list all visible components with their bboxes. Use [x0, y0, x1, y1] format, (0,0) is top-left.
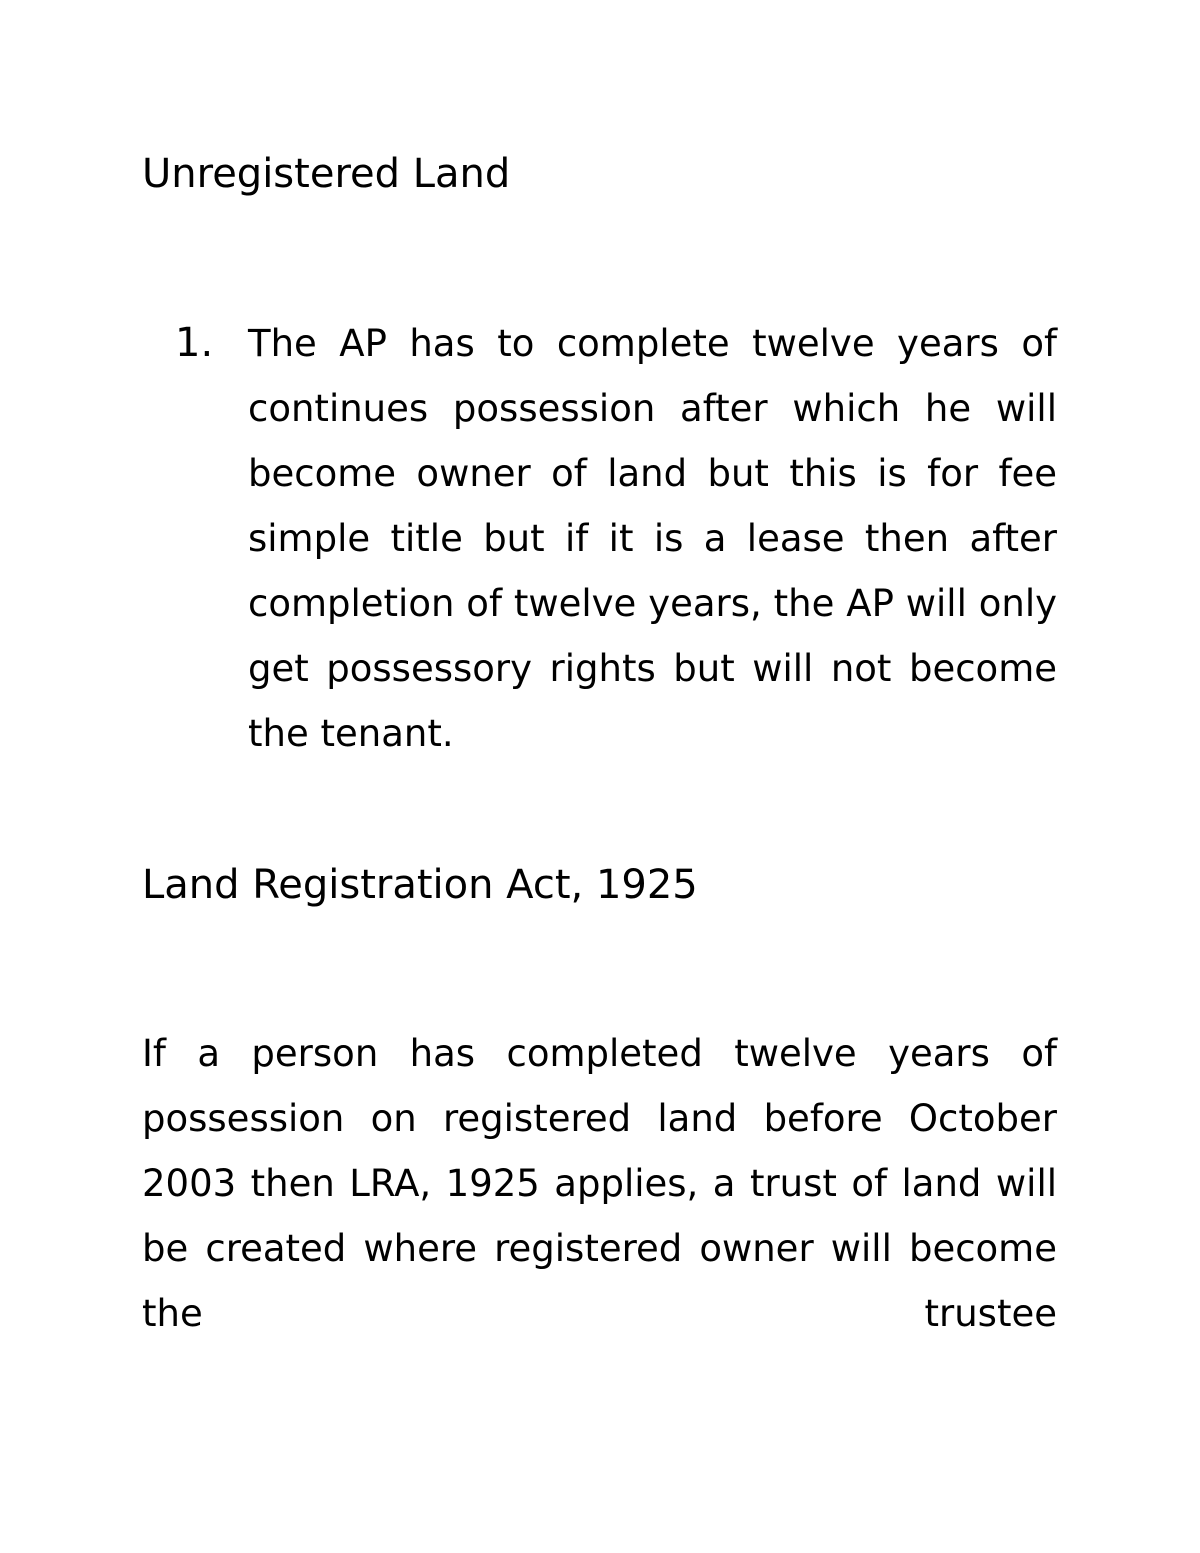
heading-unregistered-land: Unregistered Land	[142, 151, 511, 197]
paragraph-lra: If a person has completed twelve years of possession on registered land before October 2003 then LRA, 1925 applies, a trust of land will be created where registered owner will become the trustee	[142, 1032, 1057, 1335]
list-item-text: The AP has to complete twelve years of continues possession after which he will become owner of land but this is for fee simple title but if it is a lease then after completion of twelve years, the AP will only get possessory rights but will not become the tenant.	[248, 322, 1057, 755]
heading-land-registration-act: Land Registration Act, 1925	[142, 862, 698, 908]
list-item-number: 1.	[175, 320, 214, 366]
